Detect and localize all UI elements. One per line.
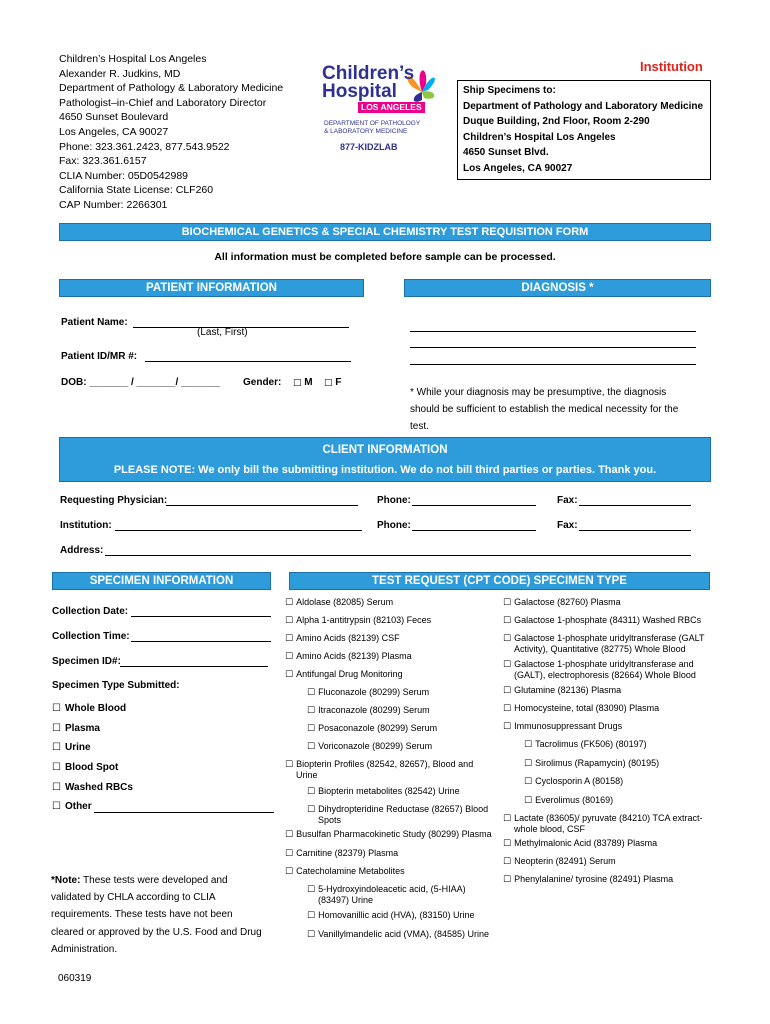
diagnosis-note-line: test. xyxy=(410,421,429,432)
checkbox[interactable]: ☐ xyxy=(285,652,294,662)
test-label: Posaconazole (80299) Serum xyxy=(318,723,438,733)
checkbox[interactable]: ☐ xyxy=(307,706,316,716)
test-aldolase[interactable] xyxy=(285,597,393,608)
footnote-text: These tests were developed and xyxy=(80,875,228,886)
client-billing-note: PLEASE NOTE: We only bill the submitting institution. We do not bill third parties or parties. Thank you. xyxy=(113,464,657,476)
test-label: Cyclosporin A (80158) xyxy=(535,776,624,786)
test-biopterin-metabolites[interactable] xyxy=(307,786,460,797)
checkbox[interactable]: ☐ xyxy=(52,703,61,714)
checkbox[interactable]: ☐ xyxy=(307,742,316,752)
checkbox[interactable]: ☐ xyxy=(503,857,512,867)
fax-label-1: Fax: xyxy=(557,495,578,506)
checkbox[interactable]: ☐ xyxy=(503,722,512,732)
test-label-cont: Urine xyxy=(296,770,318,780)
test-label: Sirolimus (Rapamycin) (80195) xyxy=(535,758,660,768)
checkbox[interactable]: ☐ xyxy=(52,742,61,753)
test-label: Antifungal Drug Monitoring xyxy=(296,669,403,679)
diagnosis-header: DIAGNOSIS * xyxy=(404,279,711,297)
diagnosis-line-3[interactable] xyxy=(410,364,696,365)
specimen-type-label: Washed RBCs xyxy=(64,782,133,793)
test-label: Lactate (83605)/ pyruvate (84210) TCA extract- xyxy=(514,813,703,823)
test-label: 5-Hydroxyindoleacetic acid, (5-HIAA) xyxy=(318,884,466,894)
collection-time-label: Collection Time: xyxy=(52,631,130,642)
form-title: BIOCHEMICAL GENETICS & SPECIAL CHEMISTRY TEST REQUISITION FORM xyxy=(59,223,711,241)
test-biopterin-profiles[interactable] xyxy=(285,759,473,780)
fax-field-1[interactable] xyxy=(579,505,691,506)
test-tacrolimus[interactable] xyxy=(524,739,647,750)
specimen-type-washed-rbcs[interactable] xyxy=(52,782,133,793)
lab-line: CLIA Number: 05D0542989 xyxy=(59,169,188,182)
test-lactate-pyruvate[interactable] xyxy=(503,813,703,834)
checkbox[interactable]: ☐ xyxy=(503,634,512,644)
test-galt-electrophoresis[interactable] xyxy=(503,659,696,680)
lab-line: Department of Pathology & Laboratory Medicine xyxy=(59,82,284,95)
footnote-line: validated by CHLA according to CLIA xyxy=(51,892,216,904)
logo-hospital: Hospital xyxy=(322,81,397,102)
checkbox[interactable]: ☐ xyxy=(307,805,316,815)
ship-specimens-box xyxy=(457,80,711,180)
test-label: Everolimus (80169) xyxy=(535,795,614,805)
logo-dept-1: DEPARTMENT OF PATHOLOGY xyxy=(324,120,421,127)
test-label: Amino Acids (82139) Plasma xyxy=(296,651,412,661)
lab-line: Fax: 323.361.6157 xyxy=(59,155,147,168)
test-label: Biopterin Profiles (82542, 82657), Blood and xyxy=(296,759,474,769)
test-label: Biopterin metabolites (82542) Urine xyxy=(318,786,460,796)
test-label: Dihydropteridine Reductase (82657) Blood xyxy=(318,804,489,814)
institution-tag: Institution xyxy=(640,59,703,74)
checkbox[interactable]: ☐ xyxy=(285,867,294,877)
specimen-type-label: Plasma xyxy=(64,723,100,734)
lab-line: Pathologist–in-Chief and Laboratory Director xyxy=(59,96,267,109)
specimen-type-label: Urine xyxy=(64,742,91,753)
specimen-type-blood-spot[interactable] xyxy=(52,762,118,773)
client-info-header: CLIENT INFORMATION xyxy=(322,444,448,456)
checkbox[interactable]: ☐ xyxy=(503,839,512,849)
test-label: Homocysteine, total (83090) Plasma xyxy=(514,703,660,713)
specimen-type-plasma[interactable] xyxy=(52,723,100,734)
test-galt-activity[interactable] xyxy=(503,633,705,654)
checkbox[interactable]: ☐ xyxy=(285,634,294,644)
test-label: Homovanillic acid (HVA), (83150) Urine xyxy=(318,910,475,920)
ship-line: Los Angeles, CA 90027 xyxy=(463,162,573,174)
test-busulfan[interactable] xyxy=(285,829,492,840)
specimen-type-whole-blood[interactable] xyxy=(52,703,126,714)
specimen-type-urine[interactable] xyxy=(52,742,91,753)
dob-field[interactable]: DOB: _______ / _______/ _______ xyxy=(61,377,221,388)
test-fluconazole[interactable] xyxy=(307,687,429,698)
specimen-id-label: Specimen ID#: xyxy=(52,656,121,667)
test-5hiaa[interactable] xyxy=(307,884,466,905)
test-label: Vanillylmandelic acid (VMA), (84585) Urine xyxy=(318,929,489,939)
test-amino-acids-csf[interactable] xyxy=(285,633,400,644)
patient-name-hint: (Last, First) xyxy=(197,327,248,338)
checkbox[interactable]: ☐ xyxy=(524,796,533,806)
collection-time-field[interactable] xyxy=(131,641,271,642)
test-request-header: TEST REQUEST (CPT CODE) SPECIMEN TYPE xyxy=(289,572,710,590)
fax-field-2[interactable] xyxy=(579,530,691,531)
checkbox[interactable]: ☐ xyxy=(307,930,316,940)
checkbox[interactable]: ☐ xyxy=(307,688,316,698)
test-label: Galactose (82760) Plasma xyxy=(514,597,621,607)
gender-m-option[interactable] xyxy=(293,376,313,391)
test-voriconazole[interactable] xyxy=(307,741,432,752)
test-glutamine[interactable] xyxy=(503,685,621,696)
checkbox[interactable]: ☐ xyxy=(503,704,512,714)
checkbox[interactable]: ☐ xyxy=(307,787,316,797)
notice-text: All information must be completed before sample can be processed. xyxy=(214,251,556,263)
test-phenylalanine[interactable] xyxy=(503,874,673,885)
lab-line: 4650 Sunset Boulevard xyxy=(59,111,169,124)
test-label: Catecholamine Metabolites xyxy=(296,866,405,876)
ship-line: 4650 Sunset Blvd. xyxy=(463,147,549,158)
checkbox[interactable]: ☐ xyxy=(52,782,61,793)
test-label: Alpha 1-antitrypsin (82103) Feces xyxy=(296,615,432,625)
physician-field[interactable] xyxy=(166,505,358,506)
checkbox[interactable]: ☐ xyxy=(503,660,512,670)
patient-name-label: Patient Name: xyxy=(61,317,128,328)
test-hva[interactable] xyxy=(307,910,474,921)
lab-line: CAP Number: 2266301 xyxy=(59,198,168,211)
footnote xyxy=(51,872,262,958)
checkbox[interactable]: ☐ xyxy=(285,760,294,770)
footnote-line: cleared or approved by the U.S. Food and Drug xyxy=(51,926,262,938)
checkbox[interactable]: ☐ xyxy=(524,759,533,769)
logo-dept-2: & LABORATORY MEDICINE xyxy=(324,128,408,135)
institution-field[interactable] xyxy=(115,530,362,531)
ship-line: Duque Building, 2nd Floor, Room 2-290 xyxy=(463,116,650,127)
test-antifungal[interactable] xyxy=(285,669,403,680)
client-info-banner xyxy=(59,437,711,482)
test-label: Immunosuppressant Drugs xyxy=(514,721,623,731)
checkbox[interactable]: ☐ xyxy=(524,777,533,787)
checkbox[interactable]: ☐ xyxy=(52,723,61,734)
test-label: Amino Acids (82139) CSF xyxy=(296,633,400,643)
logo-phone: 877-KIDZLAB xyxy=(340,142,398,152)
test-label: Methylmalonic Acid (83789) Plasma xyxy=(514,838,658,848)
test-label: Glutamine (82136) Plasma xyxy=(514,685,622,695)
test-sirolimus[interactable] xyxy=(524,758,659,769)
test-label: Galactose 1-phosphate uridyltransferase (GALT xyxy=(514,633,705,643)
ship-line: Ship Specimens to: xyxy=(463,85,556,96)
test-carnitine[interactable] xyxy=(285,848,398,859)
logo-childrens: Children’s xyxy=(322,63,415,84)
test-label: Neopterin (82491) Serum xyxy=(514,856,616,866)
test-label: Aldolase (82085) Serum xyxy=(296,597,394,607)
test-label: Itraconazole (80299) Serum xyxy=(318,705,430,715)
collection-date-field[interactable] xyxy=(131,616,271,617)
institution-label: Institution: xyxy=(60,520,112,531)
test-label: Busulfan Pharmacokinetic Study (80299) Plasma xyxy=(296,829,492,839)
test-homocysteine[interactable] xyxy=(503,703,659,714)
test-label-cont: Activity), Quantitative (82775) Whole Blood xyxy=(514,644,686,654)
test-catecholamine[interactable] xyxy=(285,866,405,877)
footnote-line: Administration. xyxy=(51,943,118,955)
patient-info-header: PATIENT INFORMATION xyxy=(59,279,364,297)
test-label: Tacrolimus (FK506) (80197) xyxy=(535,739,647,749)
address-field[interactable] xyxy=(105,555,691,556)
gender-f-checkbox[interactable]: □ xyxy=(324,378,333,388)
checkbox[interactable]: ☐ xyxy=(285,830,294,840)
checkbox[interactable]: ☐ xyxy=(503,814,512,824)
test-label-cont: (GALT), electrophoresis (82664) Whole Blood xyxy=(514,670,696,680)
phone-field-2[interactable] xyxy=(412,530,536,531)
checkbox[interactable]: ☐ xyxy=(307,724,316,734)
test-immunosuppressant[interactable] xyxy=(503,721,622,732)
footnote-line xyxy=(51,872,262,889)
gender-label: Gender: xyxy=(243,377,282,388)
test-label: Galactose 1-phosphate uridyltransferase and xyxy=(514,659,694,669)
diagnosis-note xyxy=(410,384,678,435)
checkbox[interactable]: ☐ xyxy=(285,598,294,608)
checkbox[interactable]: ☐ xyxy=(503,598,512,608)
gender-f-label: F xyxy=(335,377,342,388)
specimen-type-label: Specimen Type Submitted: xyxy=(52,680,180,691)
test-everolimus[interactable] xyxy=(524,795,613,806)
test-methylmalonic[interactable] xyxy=(503,838,657,849)
diagnosis-note-line: should be sufficient to establish the medical necessity for the xyxy=(410,404,679,415)
test-dhpr[interactable] xyxy=(307,804,488,825)
footnote-line: requirements. These tests have not been xyxy=(51,909,233,921)
logo-los-angeles: LOS ANGELES xyxy=(358,102,425,113)
gender-f-option[interactable] xyxy=(324,376,341,391)
phone-field-1[interactable] xyxy=(412,505,536,506)
lab-line: California State License: CLF260 xyxy=(59,184,214,197)
test-itraconazole[interactable] xyxy=(307,705,430,716)
specimen-id-field[interactable] xyxy=(120,666,268,667)
specimen-other-field[interactable] xyxy=(94,812,274,813)
checkbox[interactable]: ☐ xyxy=(52,762,61,773)
checkbox[interactable]: ☐ xyxy=(285,670,294,680)
test-vma[interactable] xyxy=(307,929,489,940)
test-amino-acids-plasma[interactable] xyxy=(285,651,412,662)
phone-label-1: Phone: xyxy=(377,495,411,506)
ship-line: Children’s Hospital Los Angeles xyxy=(463,131,616,143)
specimen-type-label: Blood Spot xyxy=(64,762,119,773)
specimen-type-other[interactable] xyxy=(52,801,92,812)
test-posaconazole[interactable] xyxy=(307,723,437,734)
ship-line: Department of Pathology and Laboratory Medicine xyxy=(463,100,704,112)
diagnosis-line-1[interactable] xyxy=(410,331,696,332)
patient-id-label: Patient ID/MR #: xyxy=(61,351,138,362)
checkbox[interactable]: ☐ xyxy=(503,616,512,626)
phone-label-2: Phone: xyxy=(377,520,411,531)
test-neopterin[interactable] xyxy=(503,856,616,867)
test-label: Phenylalanine/ tyrosine (82491) Plasma xyxy=(514,874,674,884)
checkbox[interactable]: ☐ xyxy=(285,849,294,859)
test-label: Voriconazole (80299) Serum xyxy=(318,741,433,751)
test-label: Carnitine (82379) Plasma xyxy=(296,848,399,858)
checkbox[interactable]: ☐ xyxy=(52,801,61,812)
test-label-cont: Spots xyxy=(318,815,342,825)
specimen-type-label: Whole Blood xyxy=(64,703,127,714)
diagnosis-line-2[interactable] xyxy=(410,347,696,348)
checkbox[interactable]: ☐ xyxy=(524,740,533,750)
chla-logo xyxy=(318,62,442,152)
test-label-cont: (83497) Urine xyxy=(318,895,374,905)
test-label-cont: whole blood, CSF xyxy=(514,824,586,834)
lab-line: Children’s Hospital Los Angeles xyxy=(59,53,207,65)
test-galactose[interactable] xyxy=(503,597,621,608)
gender-m-checkbox[interactable]: □ xyxy=(293,378,302,388)
address-label: Address: xyxy=(60,545,104,556)
fax-label-2: Fax: xyxy=(557,520,578,531)
checkbox[interactable]: ☐ xyxy=(503,686,512,696)
test-label: Galactose 1-phosphate (84311) Washed RBCs xyxy=(514,615,702,625)
gender-m-label: M xyxy=(304,377,313,388)
specimen-type-label: Other xyxy=(64,801,92,812)
checkbox[interactable]: ☐ xyxy=(307,885,316,895)
test-label: Fluconazole (80299) Serum xyxy=(318,687,430,697)
test-cyclosporin[interactable] xyxy=(524,776,623,787)
lab-line: Phone: 323.361.2423, 877.543.9522 xyxy=(59,140,230,153)
diagnosis-note-line: * While your diagnosis may be presumptive, the diagnosis xyxy=(410,387,667,398)
test-alpha1-antitrypsin[interactable] xyxy=(285,615,431,626)
lab-address-block xyxy=(59,52,283,213)
collection-date-label: Collection Date: xyxy=(52,606,129,617)
specimen-info-header: SPECIMEN INFORMATION xyxy=(52,572,271,590)
lab-line: Alexander R. Judkins, MD xyxy=(59,67,181,80)
patient-id-field[interactable] xyxy=(145,361,351,362)
physician-label: Requesting Physician: xyxy=(60,495,168,506)
checkbox[interactable]: ☐ xyxy=(285,616,294,626)
lab-line: Los Angeles, CA 90027 xyxy=(59,125,169,138)
test-galactose-1-phosphate[interactable] xyxy=(503,615,701,626)
checkbox[interactable]: ☐ xyxy=(503,875,512,885)
form-code: 060319 xyxy=(58,973,92,984)
footnote-bold: *Note: xyxy=(51,875,81,886)
checkbox[interactable]: ☐ xyxy=(307,911,316,921)
